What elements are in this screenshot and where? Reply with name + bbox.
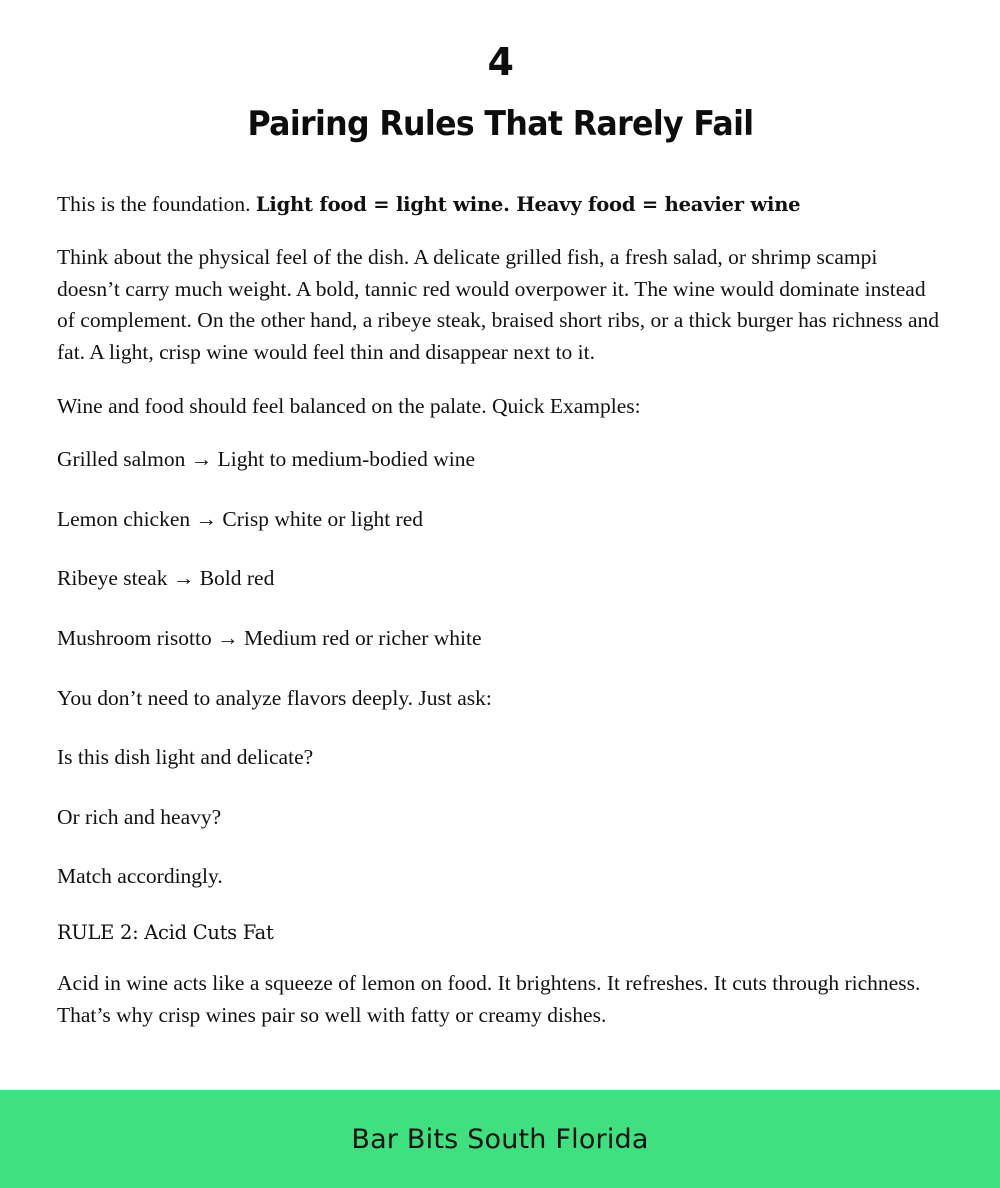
rule-heading: RULE 2: Acid Cuts Fat: [57, 920, 274, 944]
balance-paragraph: Wine and food should feel balanced on the palate. Quick Examples:: [57, 393, 641, 418]
chapter-number: 4: [487, 40, 514, 84]
question-item: Is this dish light and delicate?: [57, 745, 314, 770]
prompt-paragraph: You don’t need to analyze flavors deeply. Just ask:: [57, 685, 492, 710]
question-item: Match accordingly.: [57, 864, 223, 889]
example-item: Lemon chicken → Crisp white or light red: [57, 506, 424, 531]
example-item: Grilled salmon → Light to medium-bodied wine: [57, 447, 475, 472]
example-item: Ribeye steak → Bold red: [57, 566, 275, 591]
body-text: [57, 189, 944, 1032]
example-item: Mushroom risotto → Medium red or richer white: [57, 625, 482, 650]
intro-rule-emphasis: Light food = light wine. Heavy food = heavier wine: [255, 192, 801, 216]
footer-bar: [0, 1090, 1000, 1188]
weight-paragraph: Think about the physical feel of the dish. A delicate grilled fish, a fresh salad, or shrimp scampi doesn’t carry much weight. A bold, tannic red would overpower it. The wine would dominate instead of complement. On the other hand, a ribeye steak, braised short ribs, or a thick burger has richness and fat. A light, crisp wine would feel thin and disappear next to it.: [57, 245, 940, 364]
footer-brand-label: Bar Bits South Florida: [351, 1123, 649, 1155]
rule-paragraph: Acid in wine acts like a squeeze of lemon on food. It brightens. It refreshes. It cuts through richness. That’s why crisp wines pair so well with fatty or creamy dishes.: [57, 970, 921, 1027]
question-item: Or rich and heavy?: [57, 804, 222, 829]
page-title: Pairing Rules That Rarely Fail: [247, 103, 754, 144]
intro-paragraph: [57, 189, 944, 221]
intro-prefix: This is the foundation.: [57, 191, 256, 216]
content-spacer: [57, 1053, 944, 1093]
